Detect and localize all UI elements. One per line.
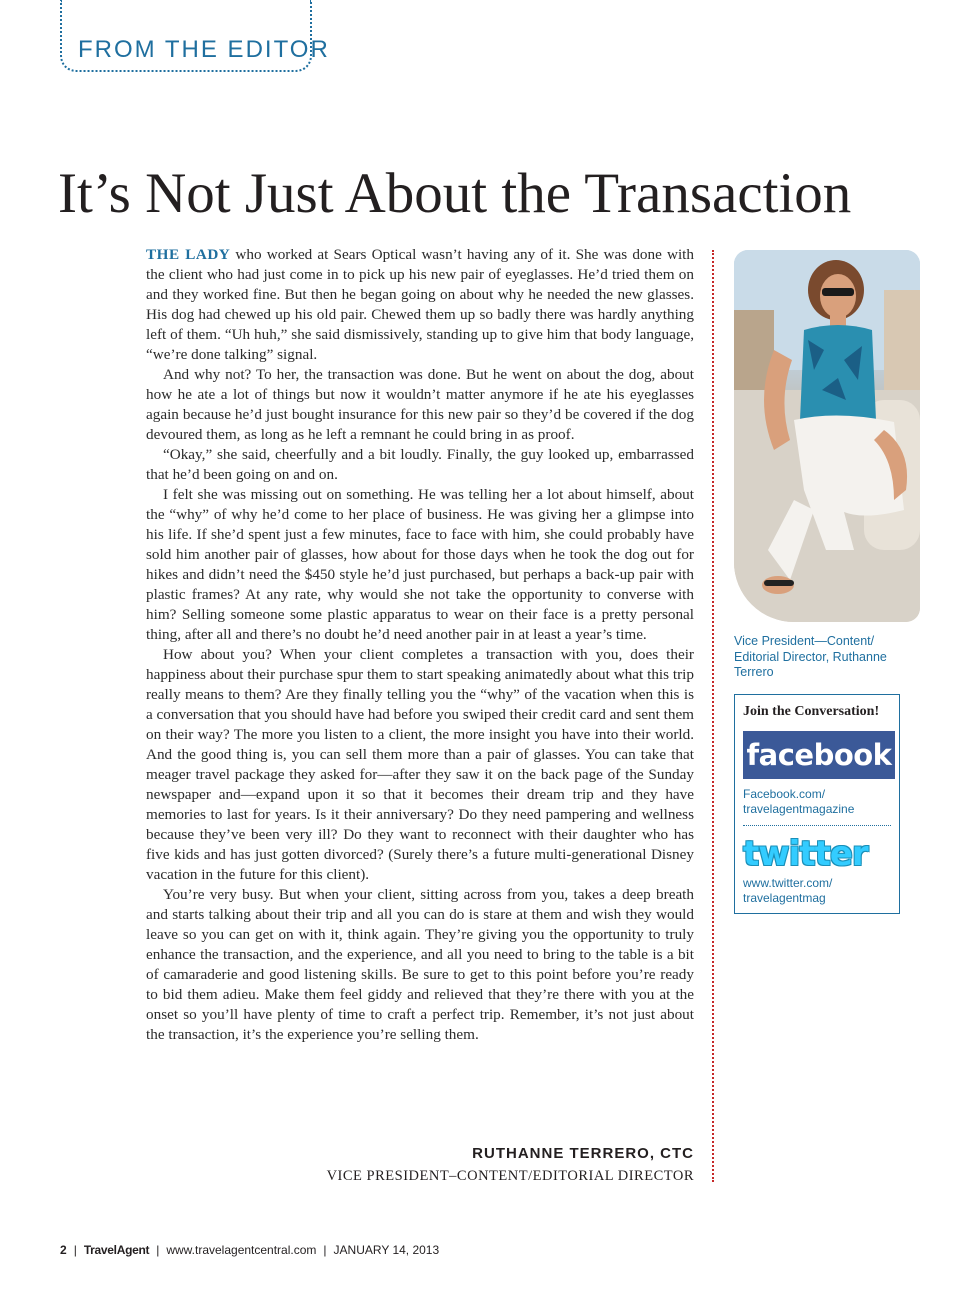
section-tab (60, 0, 330, 72)
twitter-logo[interactable]: twitter (743, 834, 868, 874)
article-paragraph (146, 245, 694, 365)
brand-name: TravelAgent (83, 1243, 150, 1257)
article-paragraph: I felt she was missing out on something. He was telling her a lot about himself, about the “why” of why he’d come to her place of business. He was giving her a glimpse into his life. If she’d spent just a few minutes, face to face with him, she could probably have sold him another pair of glasses, how about for those days when he took the dog out for hikes and didn’t need the $450 style he’d just purchased, but perhaps a back-up pair with plastic frames? At any rate, why would she not take the opportunity to converse with him? Selling someone some plastic apparatus to wear on their face is a pretty personal thing, after all and there’s no doubt he’d need another pair in at least a year’s time. (146, 486, 694, 643)
page-footer (60, 1242, 439, 1258)
photo-caption: Vice President—Content/ Editorial Director, Ruthanne Terrero (734, 634, 887, 679)
twitter-url-line: www.twitter.com/ (743, 876, 833, 890)
lead-caps: THE LADY (146, 246, 231, 263)
column-divider (712, 250, 714, 1182)
article-paragraph: “Okay,” she said, cheerfully and a bit loudly. Finally, the guy looked up, embarrassed that he’d been going on and on. (146, 446, 694, 483)
signature (146, 1143, 694, 1187)
editor-photo (734, 250, 920, 622)
headline: It’s Not Just About the Transaction (58, 162, 852, 225)
article-paragraph: How about you? When your client completes a transaction with you, does their happiness about their purchase spur them to start speaking animatedly about what this trip really means to them? Are they finally telling you the “why” of the vacation when this is a conversation that you should have had before you swiped their credit card and sent them on their way? The more you listen to a client, the more insight you have into their world. And the good thing is, you can sell them more than a pair of glasses. You can take that meager travel package they asked for—after they saw it on the back page of the Sunday newspaper and—expand upon it so that it becomes their dream trip and they have memories to last for years. Is it their anniversary? Do they need pampering and wellness because they’ve been very ill? Do they want to reconnect with their daughter who has five kids and has just gotten divorced? (Surely there’s a future multi-generational Disney vacation in the future for this client). (146, 646, 694, 883)
article-body (146, 245, 694, 1045)
editor-portrait-illustration (734, 250, 920, 622)
page-number: 2 (60, 1243, 67, 1257)
section-label: FROM THE EDITOR (78, 36, 330, 63)
article-paragraph: You’re very busy. But when your client, sitting across from you, takes a deep breath and starts talking about their trip and all you can do is stare at them and wish they would leave so you can get on with it, think again. They’re giving you the opportunity to truly enhance the transaction, and the experience, and all you need to bring to the table is a bit of camaraderie and good listening skills. Be sure to get to this point before you’re ready to bid them adieu. Make them feel giddy and relieved that they’re there with you at the onset so you’ll have plenty of time to craft a perfect trip. Remember, it’s not just about the transaction, it’s the experience you’re selling them. (146, 886, 694, 1043)
facebook-logo[interactable]: facebook (743, 731, 895, 779)
footer-url[interactable]: www.travelagentcentral.com (166, 1243, 317, 1257)
author-name: RUTHANNE TERRERO, CTC (472, 1145, 694, 1162)
social-box (734, 694, 900, 914)
author-title: VICE PRESIDENT–CONTENT/EDITORIAL DIRECTOR (326, 1168, 694, 1184)
social-heading: Join the Conversation! (743, 704, 880, 719)
facebook-link[interactable] (743, 787, 891, 826)
footer-separator: | (156, 1243, 160, 1257)
issue-date: JANUARY 14, 2013 (333, 1243, 440, 1257)
paragraph-text: who worked at Sears Optical wasn’t having any of it. She was done with the client who had just come in to pick up his new pair of eyeglasses. He’d tried them on and they worked fine. But then he began going on about why he needed the new glasses. His dog had chewed up his old pair. Chewed them up so badly there was hardly anything left of them. “Uh huh,” she said dismissively, standing up to give him that body language, “we’re done talking” signal. (146, 246, 694, 363)
facebook-url-line: travelagentmagazine (743, 802, 855, 816)
twitter-link[interactable] (743, 876, 891, 906)
footer-separator: | (73, 1243, 77, 1257)
footer-separator: | (323, 1243, 327, 1257)
facebook-url-line: Facebook.com/ (743, 787, 826, 801)
article-paragraph: And why not? To her, the transaction was done. But he went on about the dog, about how he ate a lot of things but now it wouldn’t matter anymore if he ate his eyeglasses again because he’d just bought insurance for this new pair so they’d be covered if the dog devoured them, as long as he left a remnant he could bring in as proof. (146, 366, 694, 443)
twitter-url-line: travelagentmag (743, 891, 826, 905)
